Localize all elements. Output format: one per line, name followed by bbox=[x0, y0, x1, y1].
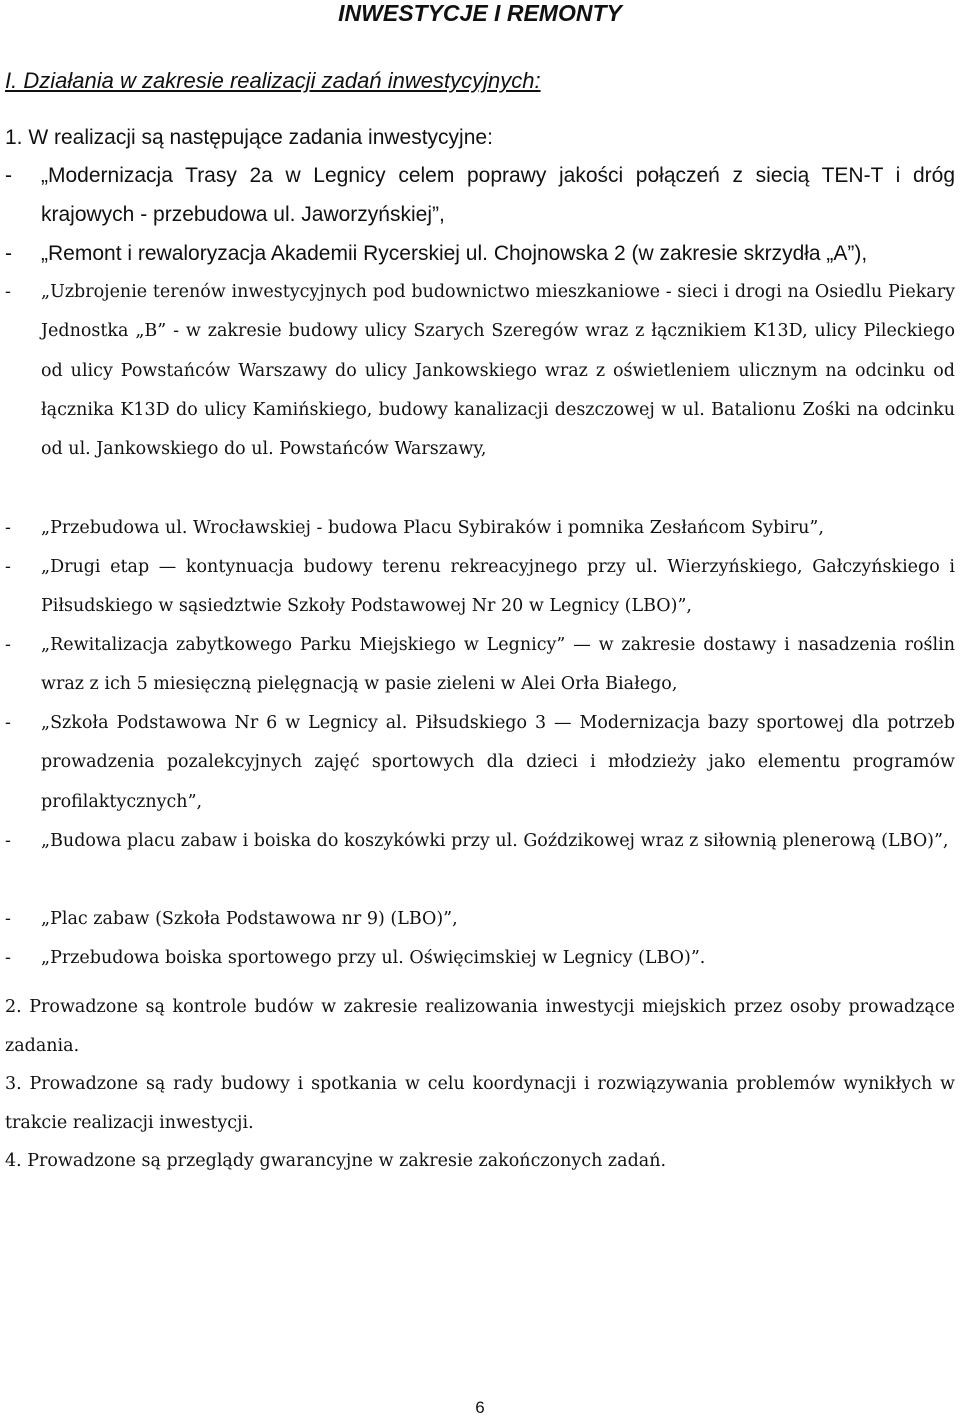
list-item bbox=[0, 509, 955, 548]
numbered-point: 4. Prowadzone są przeglądy gwarancyjne w zakresie zakończonych zadań. bbox=[5, 1151, 667, 1171]
list-item-text: „Modernizacja Trasy 2a w Legnicy celem poprawy jakości połączeń z siecią TEN-T i dróg krajowych - przebudowa ul. Jaworzyńskiej”, bbox=[41, 164, 955, 226]
page-number: 6 bbox=[475, 1398, 485, 1417]
bullet-dash: - bbox=[5, 282, 11, 302]
page-title: INWESTYCJE I REMONTY bbox=[338, 0, 622, 26]
list-item-text: „Plac zabaw (Szkoła Podstawowa nr 9) (LBO)”, bbox=[41, 909, 458, 929]
list-item bbox=[0, 548, 955, 626]
intro-line: 1. W realizacji są następujące zadania inwestycyjne: bbox=[5, 126, 493, 149]
bullet-dash: - bbox=[5, 713, 11, 733]
bullet-dash: - bbox=[5, 948, 11, 968]
numbered-point: 2. Prowadzone są kontrole budów w zakresie realizowania inwestycji miejskich przez osoby prowadzące zadania. bbox=[5, 997, 955, 1056]
investment-list bbox=[0, 156, 960, 978]
bullet-dash: - bbox=[5, 635, 11, 655]
list-item bbox=[0, 900, 955, 939]
list-item bbox=[0, 939, 955, 978]
numbered-points bbox=[5, 988, 955, 1181]
list-item bbox=[0, 822, 955, 900]
list-item-text: „Uzbrojenie terenów inwestycyjnych pod budownictwo mieszkaniowe - sieci i drogi na Osiedlu Piekary Jednostka „B” - w zakresie budowy ulicy Szarych Szeregów wraz z łącznikiem K13D, ulicy Pileckiego od ulicy Powstańców Warszawy do ulicy Jankowskiego wraz z oświetleniem ulicznym na odcinku od łącznika K13D do ulicy Kamińskiego, budowy kanalizacji deszczowej w ul. Batalionu Zośki na odcinku od ul. Jankowskiego do ul. Powstańców Warszawy, bbox=[41, 282, 955, 460]
list-item-text: „Remont i rewaloryzacja Akademii Rycerskiej ul. Chojnowska 2 (w zakresie skrzydła „A”), bbox=[41, 242, 868, 265]
list-item-text: „Przebudowa ul. Wrocławskiej - budowa Placu Sybiraków i pomnika Zesłańcom Sybiru”, bbox=[41, 518, 824, 538]
list-item bbox=[0, 704, 955, 822]
list-item-text: „Rewitalizacja zabytkowego Parku Miejskiego w Legnicy” — w zakresie dostawy i nasadzenia roślin wraz z ich 5 miesięczną pielęgnacją w pasie zieleni w Alei Orła Białego, bbox=[41, 635, 955, 695]
list-item bbox=[0, 626, 955, 704]
list-item-text: „Przebudowa boiska sportowego przy ul. Oświęcimskiej w Legnicy (LBO)”. bbox=[41, 948, 706, 968]
bullet-dash: - bbox=[5, 518, 11, 538]
bullet-dash: - bbox=[5, 242, 12, 265]
list-item bbox=[0, 234, 955, 273]
bullet-dash: - bbox=[5, 164, 12, 187]
bullet-dash: - bbox=[5, 831, 11, 851]
list-item bbox=[0, 273, 955, 509]
list-item-text: „Drugi etap — kontynuacja budowy terenu rekreacyjnego przy ul. Wierzyńskiego, Gałczyńskiego i Piłsudskiego w sąsiedztwie Szkoły Podstawowej Nr 20 w Legnicy (LBO)”, bbox=[41, 557, 955, 617]
list-item-text: „Budowa placu zabaw i boiska do koszykówki przy ul. Goździkowej wraz z siłownią plenerową (LBO)”, bbox=[41, 831, 949, 851]
list-item-text: „Szkoła Podstawowa Nr 6 w Legnicy al. Piłsudskiego 3 — Modernizacja bazy sportowej dla potrzeb prowadzenia pozalekcyjnych zajęć sportowych dla dzieci i młodzieży jako elementu programów profilaktycznych”, bbox=[41, 713, 955, 812]
numbered-point: 3. Prowadzone są rady budowy i spotkania w celu koordynacji i rozwiązywania problemów wynikłych w trakcie realizacji inwestycji. bbox=[5, 1074, 955, 1133]
list-item bbox=[0, 156, 955, 234]
bullet-dash: - bbox=[5, 557, 11, 577]
section-heading: I. Działania w zakresie realizacji zadań inwestycyjnych: bbox=[5, 68, 541, 93]
bullet-dash: - bbox=[5, 909, 11, 929]
